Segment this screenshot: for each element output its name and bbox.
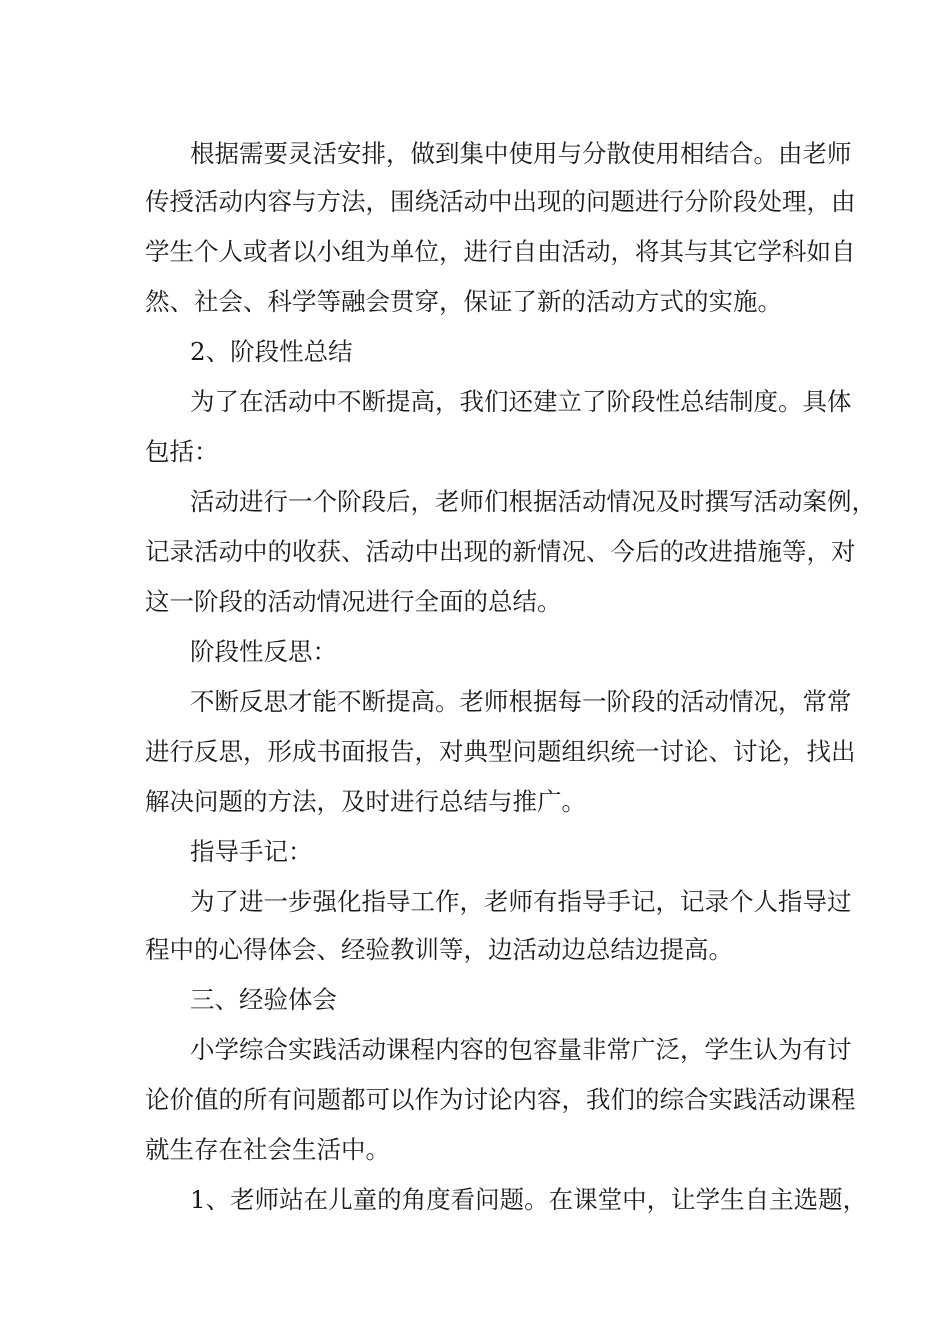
- section-heading: 三、经验体会: [190, 985, 337, 1014]
- text-line: 进行反思，形成书面报告，对典型问题组织统一讨论、讨论，找出: [145, 737, 856, 766]
- text-line: 根据需要灵活安排，做到集中使用与分散使用相结合。由老师: [190, 139, 852, 168]
- text-line: 就生存在社会生活中。: [145, 1135, 390, 1164]
- text-line: 这一阶段的活动情况进行全面的总结。: [145, 587, 562, 616]
- text-line: 包括：: [145, 437, 219, 466]
- text-line: 记录活动中的收获、活动中出现的新情况、今后的改进措施等，对: [145, 537, 856, 566]
- section-heading: 阶段性反思：: [190, 637, 337, 666]
- text-line: 程中的心得体会、经验教训等，边活动边总结边提高。: [145, 935, 733, 964]
- text-line: 活动进行一个阶段后，老师们根据活动情况及时撰写活动案例，: [190, 487, 876, 516]
- text-line: 解决问题的方法，及时进行总结与推广。: [145, 787, 586, 816]
- section-heading: 2、阶段性总结: [190, 337, 353, 366]
- text-line: 论价值的所有问题都可以作为讨论内容，我们的综合实践活动课程: [145, 1085, 856, 1114]
- text-line: 不断反思才能不断提高。老师根据每一阶段的活动情况，常常: [190, 687, 852, 716]
- text-line: 小学综合实践活动课程内容的包容量非常广泛，学生认为有讨: [190, 1035, 852, 1064]
- section-heading: 指导手记：: [190, 837, 313, 866]
- text-line: 学生个人或者以小组为单位，进行自由活动，将其与其它学科如自: [145, 237, 856, 266]
- text-line: 为了进一步强化指导工作，老师有指导手记，记录个人指导过: [190, 887, 852, 916]
- text-line: 然、社会、科学等融会贯穿，保证了新的活动方式的实施。: [145, 287, 782, 316]
- text-line: 为了在活动中不断提高，我们还建立了阶段性总结制度。具体: [190, 387, 852, 416]
- text-line: 1、老师站在儿童的角度看问题。在课堂中，让学生自主选题，: [190, 1185, 868, 1214]
- text-line: 传授活动内容与方法，围绕活动中出现的问题进行分阶段处理，由: [145, 187, 856, 216]
